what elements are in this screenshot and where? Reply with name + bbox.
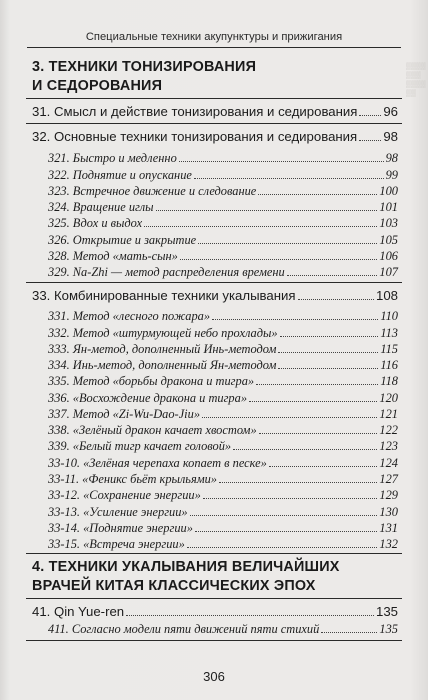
toc-subentry-label: 33-11. «Феникс бьёт крыльями» (48, 472, 218, 486)
toc-subentry-page: 132 (379, 537, 398, 551)
dot-leader (287, 275, 378, 276)
dot-leader (249, 401, 377, 402)
toc-subentry[interactable] (48, 358, 398, 372)
toc-entry-label: 33. Комбинированные техники укалывания (32, 288, 296, 303)
toc-subentry-page: 127 (379, 472, 398, 486)
toc-subentry-page: 110 (380, 309, 398, 323)
toc-subentry[interactable] (48, 456, 398, 470)
toc-subentry[interactable] (48, 309, 398, 323)
dot-leader (194, 178, 384, 179)
dot-leader (179, 161, 384, 162)
toc-subentry[interactable] (48, 249, 398, 263)
toc-subentry-page: 103 (379, 216, 398, 230)
header-rule (27, 47, 401, 48)
dot-leader (180, 259, 378, 260)
toc-subentry[interactable] (48, 407, 398, 421)
toc-entry-page: 96 (383, 104, 398, 119)
toc-subentry-page: 120 (379, 391, 398, 405)
toc-subentry[interactable] (48, 521, 398, 535)
toc-entry[interactable] (32, 603, 398, 619)
dot-leader (233, 449, 377, 450)
toc-subentry-label: 328. Метод «мать-сын» (48, 249, 178, 263)
toc-subentry-page: 124 (379, 456, 398, 470)
dot-leader (269, 466, 378, 467)
toc-subentry[interactable] (48, 505, 398, 519)
section-heading-line: И СЕДОРОВАНИЯ (32, 78, 163, 94)
toc-subentry-page: 135 (379, 622, 398, 636)
bleed-through-text: ▒▒▒▒ ▒▒▒ ▒▒▒▒ ▒▒ (406, 63, 426, 97)
running-head: Специальные техники акупунктуры и прижигания (85, 31, 343, 43)
toc-subentry-label: 335. Метод «борьбы дракона и тигра» (48, 374, 255, 388)
toc-subentry-page: 129 (379, 488, 398, 502)
toc-subentry-page: 113 (380, 326, 398, 340)
toc-subentry-label: 332. Метод «штурмующей небо прохлады» (48, 326, 278, 340)
dot-leader (359, 115, 381, 116)
dot-leader (219, 482, 377, 483)
section-rule (26, 598, 402, 599)
toc-entry-label: 41. Qin Yue-ren (32, 604, 125, 619)
toc-subentry-label: 334. Инь-метод, дополненный Ян-методом (48, 358, 277, 372)
dot-leader (190, 515, 378, 516)
dot-leader (212, 319, 378, 320)
toc-entry-label: 32. Основные техники тонизирования и седирования (32, 129, 358, 144)
toc-subentry[interactable] (48, 537, 398, 551)
dot-leader (359, 140, 381, 141)
dot-leader (195, 531, 377, 532)
toc-subentry-page: 100 (379, 184, 398, 198)
toc-entry-page: 135 (375, 604, 398, 619)
toc-subentry-page: 105 (379, 233, 398, 247)
toc-subentry[interactable] (48, 423, 398, 437)
toc-subentry-page: 107 (379, 265, 398, 279)
toc-subentry-label: 333. Ян-метод, дополненный Инь-методом (48, 342, 277, 356)
toc-subentry-label: 33-12. «Сохранение энергии» (48, 488, 201, 502)
dot-leader (198, 243, 377, 244)
toc-entry[interactable] (32, 128, 398, 144)
toc-subentry-page: 106 (379, 249, 398, 263)
dot-leader (280, 336, 379, 337)
toc-subentry-label: 33-15. «Встреча энергии» (48, 537, 185, 551)
section-rule (26, 282, 402, 283)
toc-entry-page: 108 (375, 288, 398, 303)
section-heading (32, 58, 397, 96)
toc-subentry[interactable] (48, 265, 398, 279)
toc-entry[interactable] (32, 287, 398, 303)
dot-leader (298, 299, 374, 300)
toc-subentry-label: 322. Поднятие и опускание (48, 168, 192, 182)
dot-leader (256, 384, 378, 385)
toc-entry-page: 98 (383, 129, 398, 144)
toc-subentry-label: 329. Na-Zhi — метод распределения времени (48, 265, 285, 279)
toc-subentry-page: 130 (379, 505, 398, 519)
dot-leader (321, 632, 377, 633)
toc-subentry-label: 33-13. «Усиление энергии» (48, 505, 188, 519)
toc-subentry-label: 33-14. «Поднятие энергии» (48, 521, 193, 535)
toc-subentry-label: 338. «Зелёный дракон качает хвостом» (48, 423, 257, 437)
toc-subentry[interactable] (48, 472, 398, 486)
toc-subentry-label: 331. Метод «лесного пожара» (48, 309, 211, 323)
toc-subentry-label: 336. «Восхождение дракона и тигра» (48, 391, 248, 405)
section-rule (26, 640, 402, 641)
page-number: 306 (203, 669, 225, 684)
toc-subentry[interactable] (48, 168, 398, 182)
dot-leader (258, 194, 377, 195)
dot-leader (126, 615, 374, 616)
toc-subentry[interactable] (48, 200, 398, 214)
section-rule (26, 123, 402, 124)
toc-entry[interactable] (32, 103, 398, 119)
toc-subentry[interactable] (48, 151, 398, 165)
section-heading-line: 4. ТЕХНИКИ УКАЛЫВАНИЯ ВЕЛИЧАЙШИХ (32, 559, 340, 575)
dot-leader (203, 498, 378, 499)
section-heading (32, 558, 397, 596)
toc-subentry-page: 99 (385, 168, 398, 182)
section-heading-line: 3. ТЕХНИКИ ТОНИЗИРОВАНИЯ (32, 59, 257, 75)
toc-subentry-label: 325. Вдох и выдох (48, 216, 143, 230)
toc-subentry[interactable] (48, 326, 398, 340)
toc-subentry-label: 411. Согласно модели пяти движений пяти стихий (48, 622, 320, 636)
toc-subentry-page: 118 (380, 374, 398, 388)
toc-subentry-label: 326. Открытие и закрытие (48, 233, 197, 247)
toc-subentry[interactable] (48, 342, 398, 356)
toc-subentry-label: 323. Встречное движение и следование (48, 184, 257, 198)
toc-subentry-page: 115 (380, 342, 398, 356)
toc-subentry-page: 101 (379, 200, 398, 214)
dot-leader (278, 352, 378, 353)
toc-subentry-page: 131 (379, 521, 398, 535)
section-rule (26, 553, 402, 554)
dot-leader (278, 368, 378, 369)
toc-subentry-page: 98 (385, 151, 398, 165)
toc-subentry[interactable] (48, 184, 398, 198)
toc-subentry[interactable] (48, 216, 398, 230)
section-rule (26, 98, 402, 99)
toc-subentry-label: 337. Метод «Zi-Wu-Dao-Jiu» (48, 407, 201, 421)
toc-subentry[interactable] (48, 391, 398, 405)
dot-leader (202, 417, 377, 418)
toc-entry-label: 31. Смысл и действие тонизирования и седирования (32, 104, 358, 119)
toc-subentry-label: 324. Вращение иглы (48, 200, 154, 214)
toc-subentry-page: 123 (379, 439, 398, 453)
toc-subentry-page: 116 (380, 358, 398, 372)
toc-subentry[interactable] (48, 374, 398, 388)
dot-leader (259, 433, 378, 434)
toc-subentry[interactable] (48, 439, 398, 453)
section-heading-line: ВРАЧЕЙ КИТАЯ КЛАССИЧЕСКИХ ЭПОХ (32, 578, 316, 594)
toc-subentry[interactable] (48, 233, 398, 247)
toc-subentry-label: 339. «Белый тигр качает головой» (48, 439, 232, 453)
dot-leader (187, 547, 378, 548)
dot-leader (156, 210, 378, 211)
toc-subentry[interactable] (48, 622, 398, 636)
toc-subentry[interactable] (48, 488, 398, 502)
toc-subentry-label: 33-10. «Зелёная черепаха копает в песке» (48, 456, 267, 470)
toc-subentry-label: 321. Быстро и медленно (48, 151, 177, 165)
toc-subentry-page: 122 (379, 423, 398, 437)
dot-leader (144, 226, 377, 227)
toc-subentry-page: 121 (379, 407, 398, 421)
